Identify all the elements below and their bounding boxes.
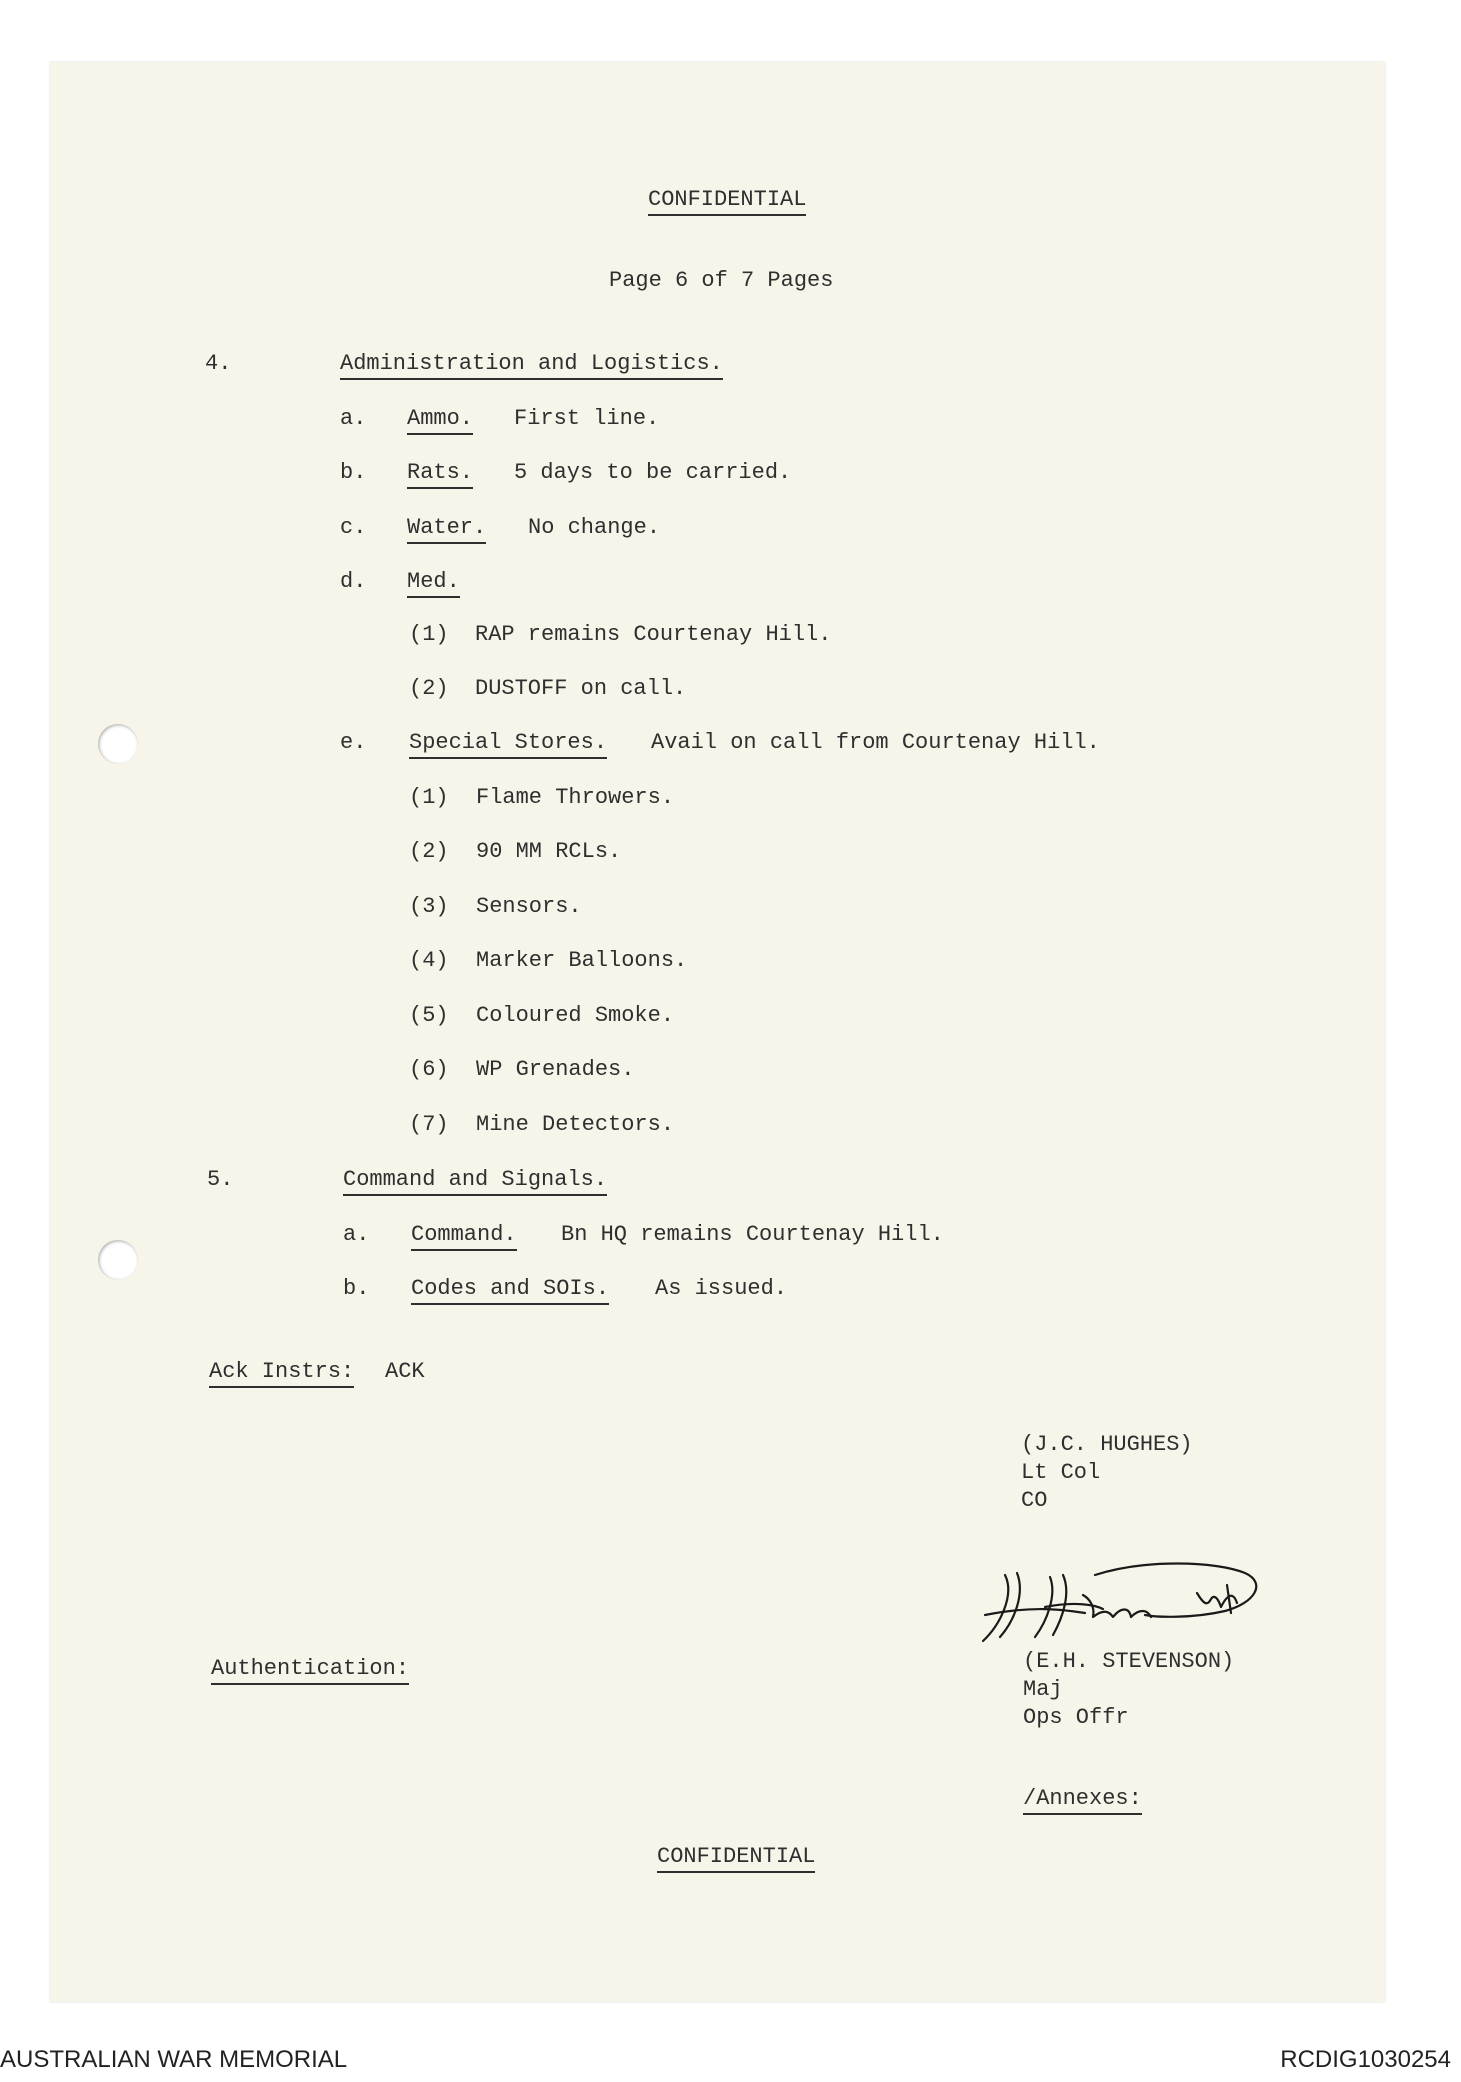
page-info: Page 6 of 7 Pages [609,268,834,293]
item-c-label: c. [340,515,367,540]
codes-heading: Codes and SOIs. [411,1276,609,1305]
item-e-sub-3-text: Sensors. [476,894,582,919]
ops-name: (E.H. STEVENSON) [1023,1649,1235,1674]
item-e-sub-7-text: Mine Detectors. [476,1112,675,1137]
ack-value: ACK [385,1359,425,1384]
item-d-heading: Med. [407,569,460,598]
command-heading: Command. [411,1222,517,1251]
item-d-sub-1-label: (1) [409,622,449,647]
handwritten-signature [975,1555,1275,1655]
item-e-sub-6-text: WP Grenades. [476,1057,635,1082]
annexes-note: /Annexes: [1023,1786,1142,1815]
item-d-sub-1-text: RAP remains Courtenay Hill. [475,622,832,647]
codes-text: As issued. [655,1276,788,1301]
co-rank: Lt Col [1021,1460,1101,1485]
authentication-label: Authentication: [211,1656,409,1685]
item-e-sub-4-text: Marker Balloons. [476,948,688,973]
item-e-sub-7-label: (7) [409,1112,449,1137]
item-e-sub-1-text: Flame Throwers. [476,785,675,810]
item-a-text: First line. [514,406,660,431]
section-4-title: Administration and Logistics. [340,351,723,380]
codes-label: b. [343,1276,370,1301]
item-e-sub-6-label: (6) [409,1057,449,1082]
item-e-sub-2-label: (2) [409,839,449,864]
item-d-sub-2-text: DUSTOFF on call. [475,676,687,701]
co-appointment: CO [1021,1488,1048,1513]
item-e-heading: Special Stores. [409,730,607,759]
item-e-text: Avail on call from Courtenay Hill. [651,730,1100,755]
section-4-number: 4. [205,351,232,376]
item-e-sub-5-label: (5) [409,1003,449,1028]
item-e-sub-5-text: Coloured Smoke. [476,1003,675,1028]
archive-source: AUSTRALIAN WAR MEMORIAL [0,2046,348,2073]
item-e-sub-4-label: (4) [409,948,449,973]
command-label: a. [343,1222,370,1247]
item-d-label: d. [340,569,367,594]
item-d-sub-2-label: (2) [409,676,449,701]
item-b-label: b. [340,460,367,485]
item-e-label: e. [340,730,367,755]
header-classification: CONFIDENTIAL [648,187,806,216]
item-b-text: 5 days to be carried. [514,460,792,485]
item-a-heading: Ammo. [407,406,473,435]
item-e-sub-2-text: 90 MM RCLs. [476,839,622,864]
footer-classification: CONFIDENTIAL [657,1844,815,1873]
item-e-sub-1-label: (1) [409,785,449,810]
section-5-number: 5. [207,1167,234,1192]
archive-id: RCDIG1030254 [1280,2046,1451,2073]
co-name: (J.C. HUGHES) [1021,1432,1193,1457]
item-b-heading: Rats. [407,460,473,489]
item-e-sub-3-label: (3) [409,894,449,919]
ops-rank: Maj [1023,1677,1063,1702]
ack-label: Ack Instrs: [209,1359,354,1388]
item-c-text: No change. [528,515,661,540]
ops-appointment: Ops Offr [1023,1705,1129,1730]
command-text: Bn HQ remains Courtenay Hill. [561,1222,944,1247]
punch-hole-top [98,724,138,764]
punch-hole-bottom [98,1240,138,1280]
item-c-heading: Water. [407,515,486,544]
section-5-title: Command and Signals. [343,1167,607,1196]
item-a-label: a. [340,406,367,431]
